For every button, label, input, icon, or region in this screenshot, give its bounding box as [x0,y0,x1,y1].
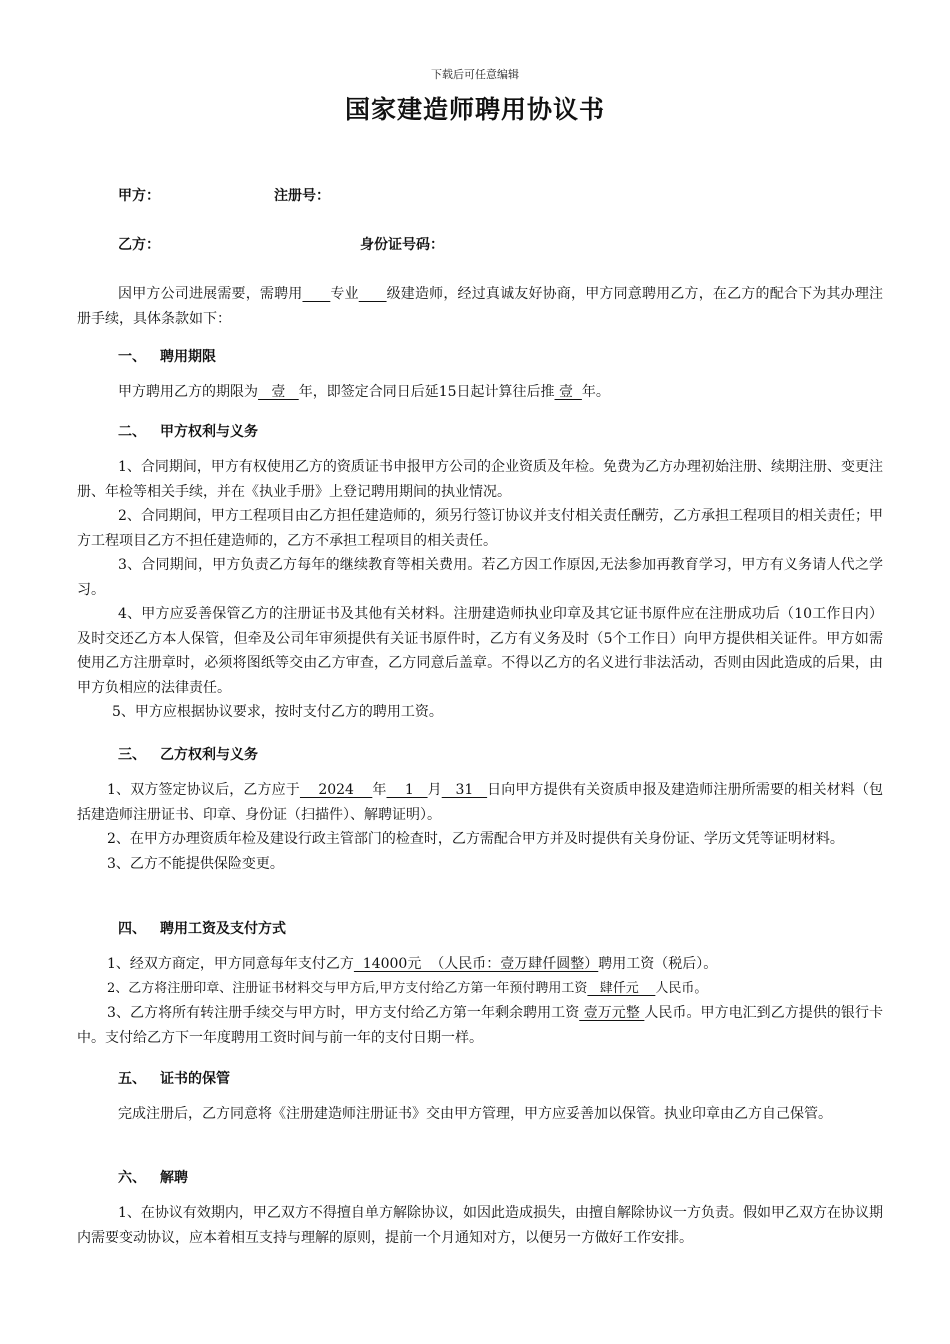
annual-salary: 14000元 （人民币：壹万肆仟圆整） [353,956,599,972]
term-years-2: 壹 [554,384,582,400]
party-a-item-4: 4、甲方应妥善保管乙方的注册证书及其他有关材料。注册建造师执业印章及其它证书原件应在注册成功后（10工作日内）及时交还乙方本人保管，但牵及公司年审须提供有关证书原件时，乙方有义务及时（5个工作日）向甲方提供相关证件。甲方如需使用乙方注册章时，必须将图纸等交由乙方审查，乙方同意后盖章。不得以乙方的名义进行非法活动，否则由因此造成的后果，由甲方负相应的法律责任。 [77,606,883,696]
party-a-item-2: 2、合同期间，甲方工程项目由乙方担任建造师的，须另行签订协议并支付相关责任酬劳，乙方承担工程项目的相关责任；甲方工程项目乙方不担任建造师的，乙方不承担工程项目的相关责任。 [77,508,883,549]
remaining-salary: 壹万元整 [579,1005,645,1021]
item-text: 聘用工资（税后）。 [598,956,718,972]
section-3-body [77,778,883,876]
section-number: 三、 [118,747,146,763]
intro-text: 因甲方公司进展需要，需聘用 [118,286,303,302]
section-heading-4 [118,918,286,938]
party-b-item-2: 2、在甲方办理资质年检及建设行政主管部门的检查时，乙方需配合甲方并及时提供有关身份证、学历文凭等证明材料。 [107,831,844,847]
section-4-body [77,952,883,1050]
section-2-body [77,455,883,725]
deadline-day: 31 [441,782,488,798]
item-text: 2、乙方将注册印章、注册证书材料交与甲方后,甲方支付给乙方第一年预付聘用工资 [107,980,588,996]
advance-salary: 肆仟元 [587,980,656,996]
item-text: 人民币。甲方电汇到乙方提供的银行卡中。支付给乙方下一年度聘用工资时间与前一年的支付日期一样。 [77,1005,883,1046]
intro-text: 专业 [330,286,359,302]
section-title: 甲方权利与义务 [160,424,258,440]
section-heading-1 [118,346,216,366]
term-text: 年，即签定合同日后延15日起计算往后推 [298,384,555,400]
party-a-item-3: 3、合同期间，甲方负责乙方每年的继续教育等相关费用。若乙方因工作原因,无法参加再教育学习，甲方有义务请人代之学习。 [77,557,883,598]
section-number: 六、 [118,1170,146,1186]
item-text: 3、乙方将所有转注册手续交与甲方时，甲方支付给乙方第一年剩余聘用工资 [107,1005,580,1021]
term-years: 壹 [258,384,299,400]
termination-text: 1、在协议有效期内，甲乙双方不得擅自单方解除协议，如因此造成损失，由擅自解除协议一方负责。假如甲乙双方在协议期内需要变动协议，应本着相互支持与理解的原则，提前一个月通知对方，以便另一方做好工作安排。 [77,1205,883,1246]
section-title: 聘用期限 [160,349,216,365]
deadline-year: 2024 [299,782,373,798]
specialty-blank [302,286,330,302]
header-note: 下载后可任意编辑 [431,68,519,81]
section-heading-3 [118,744,258,764]
term-text: 年。 [581,384,610,400]
intro-paragraph [77,282,883,331]
reg-no-label: 注册号： [274,188,330,204]
deadline-month: 1 [386,782,428,798]
section-number: 五、 [118,1071,146,1087]
item-text: 1、经双方商定，甲方同意每年支付乙方 [107,956,354,972]
intro-text: 级建造师，经过真诚友好协商，甲方同意聘用乙方，在乙方的配合下为其办理注册手续，具体条款如下： [77,286,884,327]
level-blank [359,286,387,302]
party-a-label: 甲方： [118,188,160,204]
term-text: 甲方聘用乙方的期限为 [118,384,258,400]
item-text: 日向甲方提供有关资质申报及建造师注册所需要的相关材料（包括建造师注册证书、印章、身份证（扫描件）、解聘证明）。 [77,782,884,823]
section-heading-6 [118,1167,188,1187]
section-title: 聘用工资及支付方式 [160,921,286,937]
party-a-item-5: 5、甲方应根据协议要求，按时支付乙方的聘用工资。 [112,704,443,720]
section-number: 四、 [118,921,146,937]
party-b-item-3: 3、乙方不能提供保险变更。 [107,855,284,872]
section-6-body [77,1201,883,1250]
section-heading-5 [118,1068,230,1088]
id-no-label: 身份证号码： [360,237,444,253]
section-heading-2 [118,421,258,441]
section-title: 解聘 [160,1170,188,1186]
party-b-label: 乙方： [118,237,160,253]
item-text: 年 [372,782,387,798]
item-text: 月 [427,782,442,798]
section-5-body [77,1102,883,1127]
section-number: 二、 [118,424,146,440]
section-title: 乙方权利与义务 [160,747,258,763]
certificate-custody-text: 完成注册后，乙方同意将《注册建造师注册证书》交由甲方管理，甲方应妥善加以保管。执业印章由乙方自己保管。 [118,1106,832,1122]
party-a-item-1: 1、合同期间，甲方有权使用乙方的资质证书申报甲方公司的企业资质及年检。免费为乙方办理初始注册、续期注册、变更注册、年检等相关手续，并在《执业手册》上登记聘用期间的执业情况。 [77,459,883,500]
item-text: 1、双方签定协议后，乙方应于 [107,782,300,798]
page-title: 国家建造师聘用协议书 [344,95,605,124]
section-title: 证书的保管 [160,1071,230,1087]
item-text: 人民币。 [655,980,708,996]
section-number: 一、 [118,349,146,365]
section-1-body [77,380,883,405]
